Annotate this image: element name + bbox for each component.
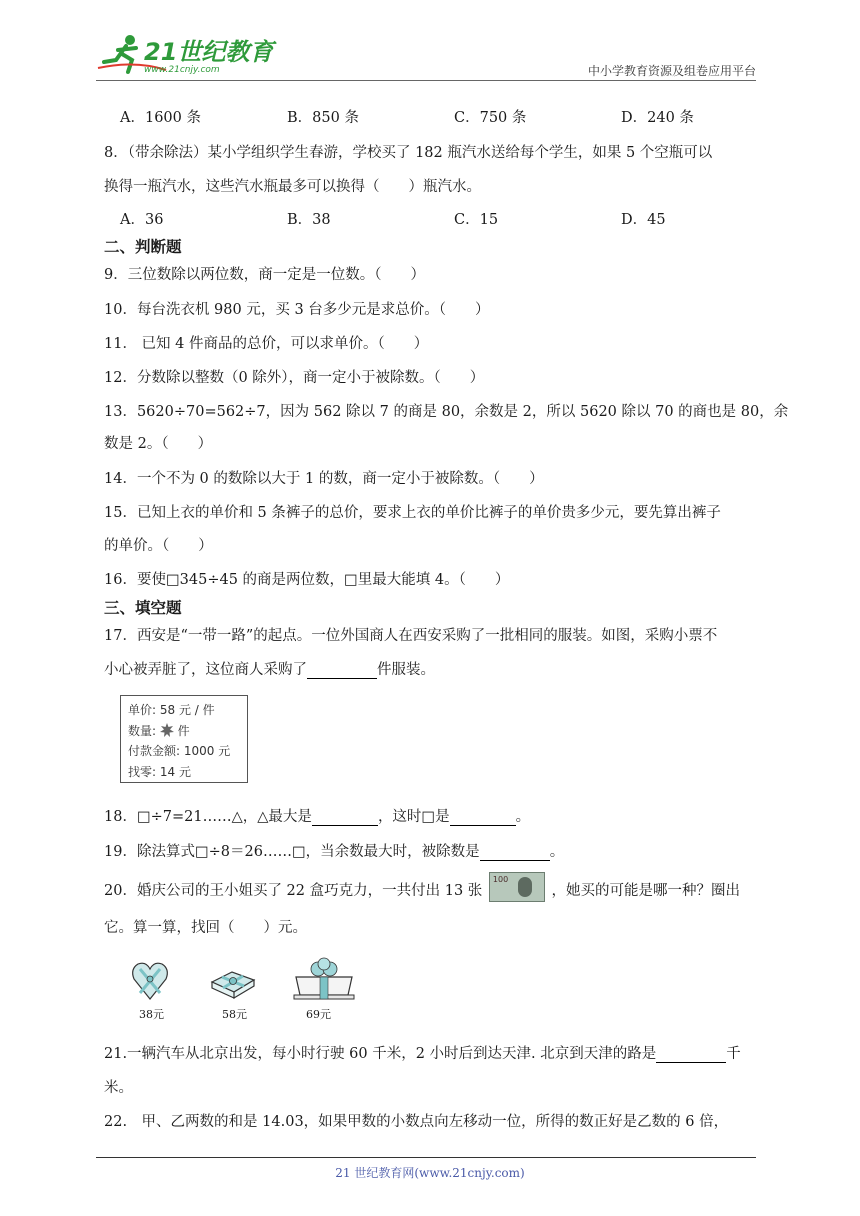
q20-text-a: 20．婚庆公司的王小姐买了 22 盒巧克力，一共付出 13 张 xyxy=(104,883,483,899)
header-platform: 中小学教育资源及组卷应用平台 xyxy=(587,64,756,78)
gift-box-icon xyxy=(208,962,258,1002)
box-price-2: 58元 xyxy=(222,1008,247,1021)
q18-blank-1[interactable] xyxy=(312,809,378,826)
receipt-qty xyxy=(128,721,247,742)
q19 xyxy=(104,840,564,861)
stain-icon xyxy=(160,723,174,737)
q11: 11． 已知 4 件商品的总价，可以求单价。（ ） xyxy=(104,336,429,352)
receipt-paid: 付款金额: 1000 元 xyxy=(128,744,231,758)
q21-text-b: 千 xyxy=(726,1046,741,1062)
receipt-change: 找零: 14 元 xyxy=(128,764,191,779)
q8-option-b: B．38 xyxy=(287,212,331,228)
section-fill-title: 三、填空题 xyxy=(104,599,182,617)
receipt xyxy=(120,695,248,783)
q22-line1: 22. 甲、乙两数的和是 14.03，如果甲数的小数点向左移动一位，所得的数正好是乙数的 6 倍， xyxy=(104,1114,729,1130)
q21-line2: 米。 xyxy=(104,1080,133,1096)
banknote-portrait xyxy=(518,877,532,897)
q20-text-b: ，她买的可能是哪一种？圈出 xyxy=(551,883,741,899)
q12: 12．分数除以整数（0 除外），商一定小于被除数。（ ） xyxy=(104,370,485,386)
q8-option-a: A．36 xyxy=(120,212,164,228)
q21-text-a: 21.一辆汽车从北京出发，每小时行驶 60 千米，2 小时后到达天津. 北京到天津的路是 xyxy=(104,1046,657,1062)
q10: 10．每台洗衣机 980 元，买 3 台多少元是求总价。（ ） xyxy=(104,302,490,318)
q8-line1: 8．（带余除法）某小学组织学生春游，学校买了 182 瓶汽水送给每个学生，如果 5 个空瓶可以 xyxy=(104,145,713,161)
q7-option-b: B．850 条 xyxy=(287,110,359,126)
q17-text-a: 小心被弄脏了，这位商人采购了 xyxy=(104,662,307,678)
receipt-qty-label: 数量: xyxy=(128,723,160,738)
q17-line2 xyxy=(104,658,435,679)
q16: 16．要使□345÷45 的商是两位数，□里最大能填 4。（ ） xyxy=(104,572,510,588)
q17-text-b: 件服装。 xyxy=(377,662,435,678)
q18-text-a: 18．□÷7=21……△，△最大是 xyxy=(104,809,312,825)
box-price-1: 38元 xyxy=(139,1008,164,1021)
q19-blank[interactable] xyxy=(480,844,550,861)
receipt-qty-unit: 件 xyxy=(173,723,190,738)
receipt-price: 单价: 58 元 / 件 xyxy=(128,703,215,717)
large-gift-box-icon xyxy=(292,955,356,1003)
banknote-value: 100 xyxy=(492,875,509,884)
q7-option-a: A．1600 条 xyxy=(120,110,201,126)
q19-text-a: 19．除法算式□÷8＝26……□，当余数最大时，被除数是 xyxy=(104,844,480,860)
q17-answer-blank[interactable] xyxy=(307,662,377,679)
header-divider xyxy=(96,80,756,81)
q20-line1 xyxy=(104,875,741,902)
q15-line2: 的单价。（ ） xyxy=(104,538,213,554)
section-judgement-title: 二、判断题 xyxy=(104,238,182,256)
q18 xyxy=(104,805,530,826)
q14: 14．一个不为 0 的数除以大于 1 的数，商一定小于被除数。（ ） xyxy=(104,471,544,487)
q8-option-c: C．15 xyxy=(454,212,499,228)
box-price-3: 69元 xyxy=(306,1008,331,1021)
q7-option-c: C．750 条 xyxy=(454,110,527,126)
logo xyxy=(96,30,274,80)
q17-line1: 17．西安是“一带一路”的起点。一位外国商人在西安采购了一批相同的服装。如图，采购小票不 xyxy=(104,628,718,644)
q21-blank[interactable] xyxy=(656,1046,726,1063)
q7-option-d: D．240 条 xyxy=(621,110,694,126)
footer-text: 21 世纪教育网(www.21cnjy.com) xyxy=(335,1166,525,1180)
q13-line1: 13．5620÷70=562÷7，因为 562 除以 7 的商是 80，余数是 2，所以 5620 除以 70 的商也是 80，余 xyxy=(104,404,789,420)
heart-box-icon xyxy=(130,955,170,1005)
q15-line1: 15．已知上衣的单价和 5 条裤子的总价，要求上衣的单价比裤子的单价贵多少元，要先算出裤子 xyxy=(104,505,721,521)
q8-line2: 换得一瓶汽水，这些汽水瓶最多可以换得（ ）瓶汽水。 xyxy=(104,179,481,195)
q9: 9．三位数除以两位数，商一定是一位数。（ ） xyxy=(104,267,425,283)
q20-line2: 它。算一算，找回（ ）元。 xyxy=(104,920,307,936)
q8-option-d: D．45 xyxy=(621,212,666,228)
q18-text-c: 。 xyxy=(515,809,531,825)
q19-text-b: 。 xyxy=(549,844,565,860)
header-url: www.21cnjy.com xyxy=(144,65,220,75)
q18-text-b: ，这时□是 xyxy=(377,809,450,825)
footer-divider xyxy=(96,1157,756,1158)
q21-line1 xyxy=(104,1042,741,1063)
banknote-icon xyxy=(489,872,545,902)
svg-text:21世纪教育: 21世纪教育 xyxy=(144,38,274,66)
q18-blank-2[interactable] xyxy=(450,809,516,826)
q13-line2: 数是 2。（ ） xyxy=(104,436,213,452)
